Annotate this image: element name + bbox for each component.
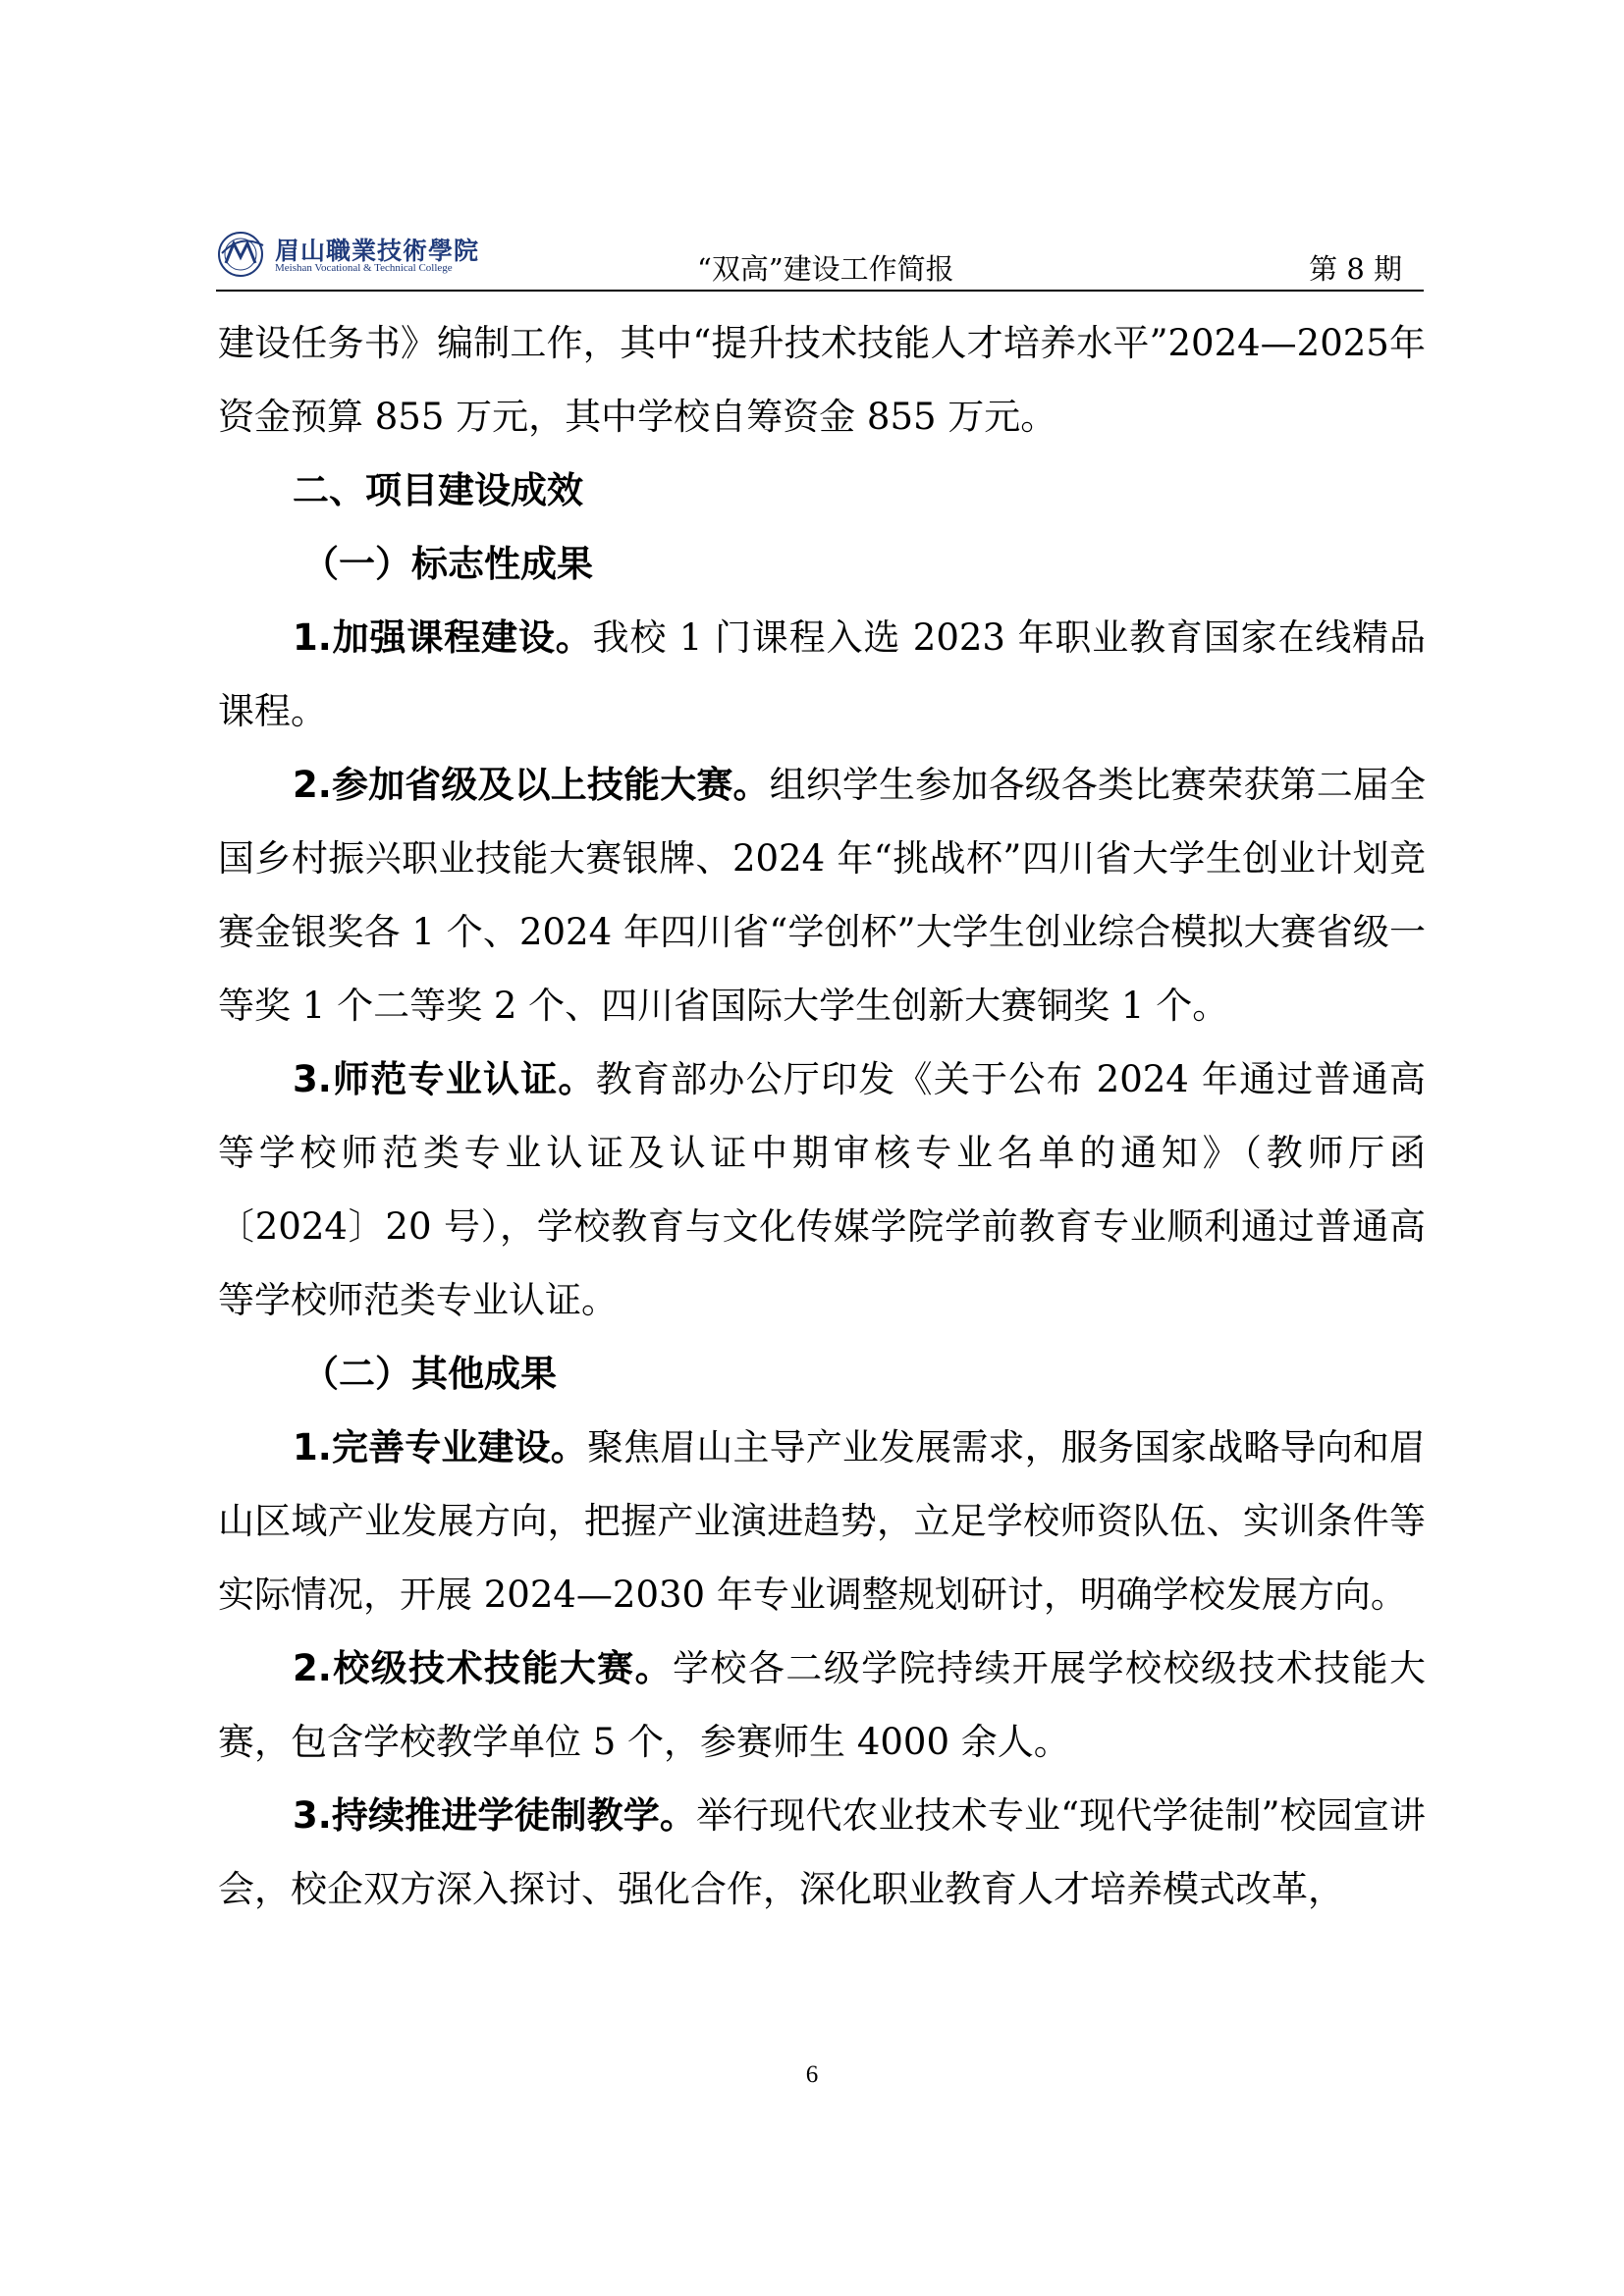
college-name-en: Meishan Vocational & Technical College <box>275 262 453 274</box>
subsection-title-1: （一）标志性成果 <box>302 543 593 585</box>
college-name-cn: 眉山職業技術學院 <box>275 237 480 265</box>
section-title: 二、项目建设成效 <box>293 469 583 511</box>
item-lead: 2.校级技术技能大赛。 <box>293 1647 674 1689</box>
document-body <box>218 306 1426 1926</box>
issue-number: 第 8 期 <box>1309 252 1402 286</box>
item-lead: 2.参加省级及以上技能大赛。 <box>293 764 770 806</box>
page-header <box>216 226 1424 293</box>
item-lead: 3.持续推进学徒制教学。 <box>293 1794 696 1837</box>
item-text: 聚焦眉山主导产业发展需求，服务国家战略导向和眉山区域产业发展方向，把握产业演进趋势，立足学校师资队伍、实训条件等实际情况，开展 2024—2030 年专业调整规划研讨，明确学校发展方向。 <box>218 1426 1426 1616</box>
bulletin-title: “双高”建设工作简报 <box>697 252 954 286</box>
item-text: 组织学生参加各级各类比赛荣获第二届全国乡村振兴职业技能大赛银牌、2024 年“挑战杯”四川省大学生创业计划竞赛金银奖各 1 个、2024 年四川省“学创杯”大学生创业综合模拟大赛省级一等奖 1 个二等奖 2 个、四川省国际大学生创新大赛铜奖 1 个。 <box>218 764 1426 1027</box>
achievement-item <box>218 1411 1426 1631</box>
achievement-item <box>218 601 1426 748</box>
item-text: 举行现代农业技术专业“现代学徒制”校园宣讲会，校企双方深入探讨、强化合作，深化职业教育人才培养模式改革， <box>218 1794 1426 1910</box>
item-lead: 3.师范专业认证。 <box>293 1058 596 1100</box>
intro-paragraph: 建设任务书》编制工作，其中“提升技术技能人才培养水平”2024—2025年资金预算 855 万元，其中学校自筹资金 855 万元。 <box>218 322 1426 438</box>
item-text: 学校各二级学院持续开展学校校级技术技能大赛，包含学校教学单位 5 个，参赛师生 4000 余人。 <box>218 1647 1426 1763</box>
subsection-title-2: （二）其他成果 <box>302 1353 557 1395</box>
header-divider <box>216 290 1424 292</box>
item-text: 我校 1 门课程入选 2023 年职业教育国家在线精品课程。 <box>218 616 1426 732</box>
college-emblem-icon <box>216 230 269 279</box>
item-lead: 1.加强课程建设。 <box>293 616 593 659</box>
achievement-item <box>218 1631 1426 1779</box>
page-number: 6 <box>805 2061 819 2088</box>
achievement-item <box>218 748 1426 1042</box>
achievement-item <box>218 1779 1426 1926</box>
item-lead: 1.完善专业建设。 <box>293 1426 587 1468</box>
college-logo <box>216 226 480 283</box>
achievement-item <box>218 1042 1426 1337</box>
item-text: 教育部办公厅印发《关于公布 2024 年通过普通高等学校师范类专业认证及认证中期审核专业名单的通知》（教师厅函〔2024〕20 号），学校教育与文化传媒学院学前教育专业顺利通过普通高等学校师范类专业认证。 <box>218 1058 1426 1321</box>
